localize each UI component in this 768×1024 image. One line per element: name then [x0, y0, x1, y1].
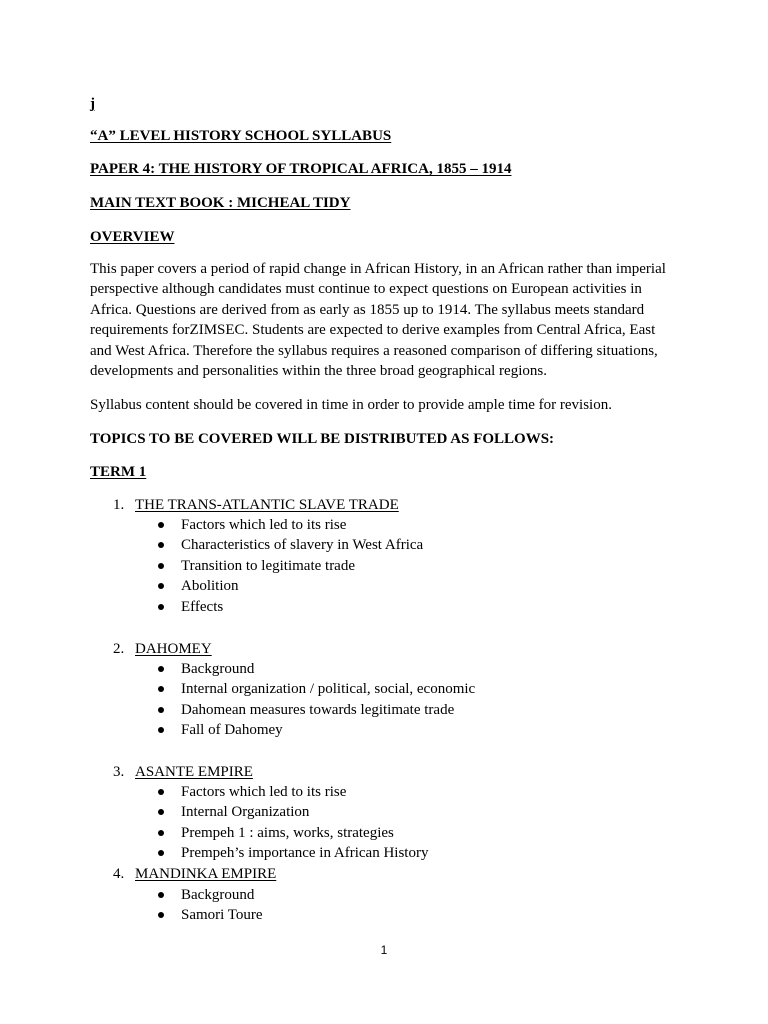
overview-line: requirements forZIMSEC. Students are expected to derive examples from Central Africa, East: [90, 322, 656, 339]
bullet-point: Internal organization / political, social, economic: [155, 679, 475, 699]
stray-mark: [90, 94, 95, 114]
bullet-point: Prempeh 1 : aims, works, strategies: [155, 823, 428, 843]
bullet-point: Transition to legitimate trade: [155, 556, 423, 576]
topic-number: 4.: [113, 866, 125, 882]
overview-paragraph: [90, 259, 690, 381]
page-number: 1: [380, 943, 388, 957]
syllabus-title-text: “A” LEVEL HISTORY SCHOOL SYLLABUS: [90, 128, 392, 144]
topic-item: [113, 762, 253, 782]
topic-number: 3.: [113, 764, 125, 780]
bullet-point: Background: [155, 885, 263, 905]
topic-points: [155, 515, 423, 617]
overview-line: developments and personalities within the three broad geographical regions.: [90, 363, 547, 380]
overview-line: This paper covers a period of rapid change in African History, in an African rather than imperial: [90, 261, 666, 277]
syllabus-title: [90, 126, 391, 146]
term-heading-text: TERM 1: [90, 464, 147, 480]
bullet-point: Prempeh’s importance in African History: [155, 843, 428, 863]
bullet-point: Fall of Dahomey: [155, 720, 475, 740]
bullet-point: Internal Organization: [155, 802, 428, 822]
stray-mark-text: j: [90, 96, 95, 112]
topic-item: [113, 864, 276, 884]
bullet-point: Samori Toure: [155, 905, 263, 925]
paper-title: [90, 159, 511, 179]
topic-title: MANDINKA EMPIRE: [135, 866, 277, 882]
topic-number: 2.: [113, 641, 125, 657]
bullet-point: Factors which led to its rise: [155, 782, 428, 802]
topics-heading: TOPICS TO BE COVERED WILL BE DISTRIBUTED AS FOLLOWS:: [90, 431, 555, 447]
bullet-point: Factors which led to its rise: [155, 515, 423, 535]
topic-title: THE TRANS-ATLANTIC SLAVE TRADE: [135, 497, 399, 513]
bullet-point: Abolition: [155, 576, 423, 596]
topic-number: 1.: [113, 497, 125, 513]
topic-points: [155, 659, 475, 741]
paper-title-text: PAPER 4: THE HISTORY OF TROPICAL AFRICA, 1855 – 1914: [90, 161, 512, 177]
bullet-point: Background: [155, 659, 475, 679]
bullet-point: Effects: [155, 597, 423, 617]
term-heading: [90, 462, 146, 482]
bullet-point: Characteristics of slavery in West Africa: [155, 535, 423, 555]
topic-item: [113, 639, 212, 659]
bullet-point: Dahomean measures towards legitimate trade: [155, 700, 475, 720]
topic-item: [113, 495, 399, 515]
overview-line: and West Africa. Therefore the syllabus requires a reasoned comparison of differing situations,: [90, 342, 658, 359]
topic-points: [155, 885, 263, 926]
overview-line: Africa. Questions are derived from as early as 1855 up to 1914. The syllabus meets standard: [90, 301, 645, 318]
overview-line: perspective although candidates must continue to expect questions on European activities in: [90, 281, 642, 298]
topic-title: ASANTE EMPIRE: [135, 764, 253, 780]
topic-points: [155, 782, 428, 864]
overview-heading: [90, 227, 175, 247]
topic-title: DAHOMEY: [135, 641, 212, 657]
overview-heading-text: OVERVIEW: [90, 229, 175, 245]
textbook-heading-text: MAIN TEXT BOOK : MICHEAL TIDY: [90, 195, 351, 211]
content-note: Syllabus content should be covered in time in order to provide ample time for revision.: [90, 397, 612, 413]
textbook-heading: [90, 193, 350, 213]
